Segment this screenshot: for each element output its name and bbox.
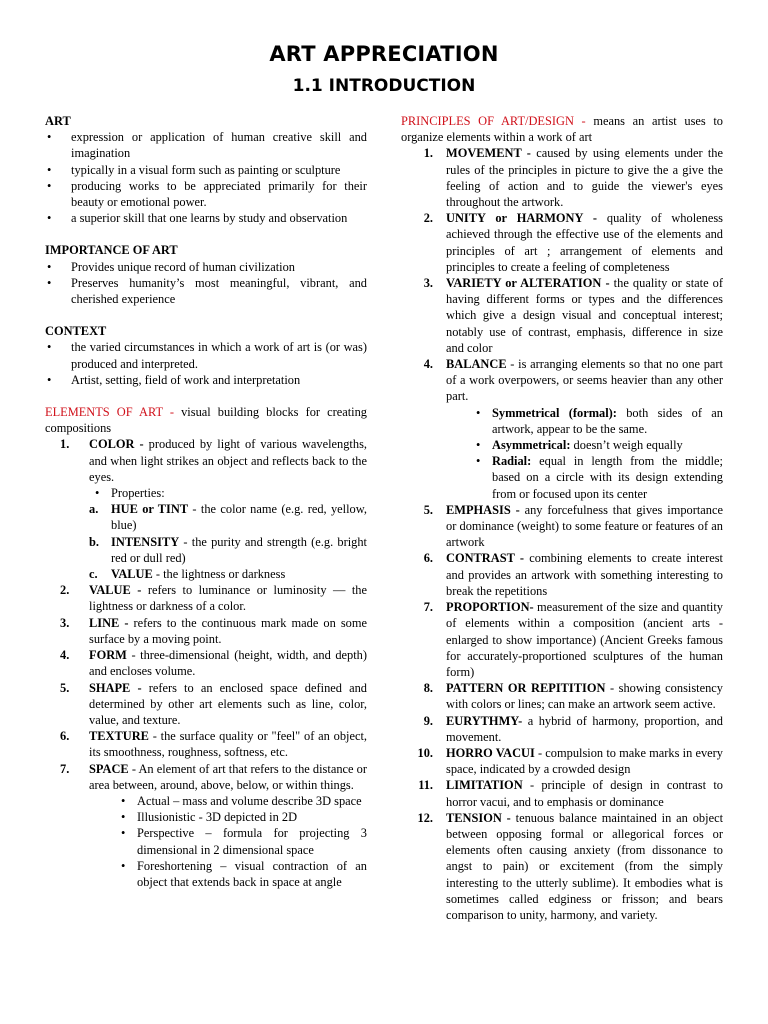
- item-text: - the purity and strength (e.g. bright red or dull red): [111, 534, 367, 565]
- left-column: [45, 113, 367, 890]
- item-term: HUE or TINT: [111, 502, 189, 517]
- item-term: TENSION -: [446, 810, 511, 825]
- item-term: EURYTHMY-: [446, 713, 523, 728]
- item-term: CONTRAST -: [446, 551, 525, 566]
- item-text: - compulsion to make marks in every space, indicated by a crowded design: [446, 745, 723, 777]
- element-item: [45, 615, 367, 647]
- item-term: BALANCE: [446, 357, 507, 372]
- importance-item: • Preserves humanity’s most meaningful, vibrant, and cherished experience: [45, 275, 367, 307]
- principle-item: [401, 502, 723, 551]
- item-term: SHAPE -: [89, 680, 142, 695]
- item-text: tenuous balance maintained in an object between opposing formal or allegorical forces or elements often causing anxiety (from dissonance to angst to pain) or excitement (from the simply interesting to the utterly sublime). It embodies what is sometimes called edginess or frisson; and bears comparison to unity, harmony, and variety.: [446, 810, 724, 922]
- principles-intro: [401, 113, 723, 145]
- item-text: - principle of design in contrast to horror vacui, and to emphasis or dominance: [446, 778, 723, 809]
- item-number: 1.: [423, 146, 433, 161]
- context-heading: CONTEXT: [45, 324, 107, 339]
- art-item: • producing works to be appreciated primarily for their beauty or emotional power.: [45, 178, 367, 210]
- item-text: - three-dimensional (height, width, and depth) and encloses volume.: [89, 648, 367, 679]
- principle-item: [401, 777, 723, 809]
- item-term: PROPORTION-: [446, 600, 534, 615]
- item-number: 2.: [60, 583, 70, 598]
- item-term: Symmetrical (formal):: [492, 405, 617, 420]
- space-type: • Foreshortening – visual contraction of an object that extends back in space at angle: [115, 858, 367, 890]
- item-text: a hybrid of harmony, proportion, and movement.: [446, 713, 723, 744]
- item-text: any forcefulness that gives importance or dominance (weight) to some feature or features of an artwork: [446, 502, 723, 550]
- principle-balance: [401, 356, 723, 502]
- item-text: measurement of the size and quantity of elements within a composition (ancient arts - enlarged to show importance) (Ancient Greeks famous for accurately-proportioned sculptures of the human form): [446, 600, 723, 679]
- principle-item: [401, 275, 723, 356]
- item-term: Radial:: [492, 454, 532, 469]
- item-term: EMPHASIS -: [446, 502, 520, 517]
- principle-item: [401, 713, 723, 745]
- item-term: COLOR -: [89, 437, 144, 452]
- space-type: • Actual – mass and volume describe 3D space: [115, 793, 367, 809]
- art-item: • typically in a visual form such as painting or sculpture: [45, 162, 367, 178]
- space-type: • Illusionistic - 3D depicted in 2D: [115, 809, 367, 825]
- item-term: SPACE: [89, 761, 129, 776]
- right-column: [401, 113, 723, 923]
- balance-type: [470, 405, 723, 437]
- item-term: LIMITATION: [446, 778, 523, 793]
- item-number: 5.: [423, 502, 433, 517]
- item-number: 2.: [423, 211, 433, 226]
- item-text: refers to an enclosed space defined and determined by other art elements such as line, color, value, and texture.: [89, 680, 367, 727]
- context-item: • Artist, setting, field of work and interpretation: [45, 372, 367, 388]
- element-item: [45, 728, 367, 760]
- item-text: equal in length from the middle; based on a circle with its design extending from or focused upon its center: [492, 454, 723, 501]
- item-term: VALUE -: [89, 583, 142, 598]
- importance-item: • Provides unique record of human civilization: [45, 259, 367, 275]
- importance-heading: IMPORTANCE OF ART: [45, 243, 178, 258]
- item-number: 12.: [417, 810, 433, 825]
- importance-section: [45, 242, 367, 307]
- item-letter: b.: [89, 534, 99, 549]
- item-term: MOVEMENT -: [446, 146, 531, 161]
- item-text: refers to luminance or luminosity — the lightness or darkness of a color.: [89, 583, 367, 614]
- item-text: caused by using elements under the rules of the principles in picture to give the a give the feeling of action and to guide the viewer's eyes throughout the artwork.: [446, 146, 723, 210]
- item-number: 11.: [418, 778, 433, 793]
- item-term: TEXTURE: [89, 729, 149, 744]
- context-item: • the varied circumstances in which a work of art is (or was) produced and interpreted.: [45, 339, 367, 371]
- principles-intro-text: means an artist uses to organize elements within a work of art: [401, 114, 723, 145]
- item-number: 7.: [60, 761, 70, 776]
- item-text: both sides of an artwork, appear to be the same.: [492, 405, 724, 436]
- item-text: the quality or state of having different forms or types and the differences which give a design visual and conceptual interest; notably use of contrast, emphasis, difference in size and color: [446, 276, 724, 355]
- element-item: [45, 647, 367, 679]
- item-number: 3.: [423, 276, 433, 291]
- element-item: [45, 582, 367, 614]
- item-term: VARIETY or ALTERATION -: [446, 276, 610, 291]
- elements-intro: [45, 404, 367, 436]
- property-item: [89, 566, 367, 582]
- art-item: • a superior skill that one learns by study and observation: [45, 210, 367, 226]
- item-text: - the surface quality or "feel" of an object, its smoothness, roughness, softness, etc.: [89, 729, 367, 760]
- item-letter: c.: [89, 567, 98, 582]
- item-text: refers to the continuous mark made on some surface by a moving point.: [89, 615, 367, 646]
- principle-item: [401, 745, 723, 777]
- item-letter: a.: [89, 502, 99, 517]
- property-item: [89, 534, 367, 566]
- balance-type: [470, 453, 723, 502]
- elements-heading: ELEMENTS OF ART -: [45, 405, 175, 420]
- space-type: • Perspective – formula for projecting 3 dimensional in 2 dimensional space: [115, 825, 367, 857]
- art-heading: ART: [45, 114, 71, 128]
- item-number: 3.: [60, 615, 70, 630]
- item-text: - the lightness or darkness: [152, 567, 286, 582]
- principle-item: [401, 599, 723, 680]
- item-term: Asymmetrical:: [492, 438, 571, 453]
- principle-item: [401, 550, 723, 599]
- item-text: quality of wholeness achieved through the effective use of the elements and principles of art ; arrangement of elements and principles to create a feeling of completeness: [446, 211, 723, 274]
- item-term: LINE -: [89, 615, 129, 630]
- item-number: 10.: [417, 745, 433, 760]
- elements-intro-text: visual building blocks for creating compositions: [45, 405, 368, 436]
- item-number: 4.: [60, 648, 70, 663]
- art-section: [45, 113, 367, 226]
- element-space: [45, 761, 367, 891]
- item-number: 9.: [423, 713, 433, 728]
- item-number: 1.: [60, 437, 70, 452]
- item-text: - showing consistency with colors or lines; can make an artwork seem active.: [446, 681, 723, 712]
- document-title: ART APPRECIATION: [269, 42, 499, 66]
- balance-type: [470, 437, 723, 453]
- properties-label: • Properties:: [89, 485, 367, 501]
- elements-section: [45, 404, 367, 890]
- item-number: 6.: [60, 729, 70, 744]
- item-text: - An element of art that refers to the distance or area between, around, above, below, or within things.: [89, 761, 367, 792]
- art-item: • expression or application of human creative skill and imagination: [45, 129, 367, 161]
- property-item: [89, 501, 367, 533]
- item-term: FORM: [89, 648, 127, 663]
- item-number: 5.: [60, 680, 70, 695]
- item-text: - is arranging elements so that no one part of a work overpowers, or seems heavier than any other part.: [446, 357, 723, 404]
- item-number: 6.: [423, 551, 433, 566]
- item-number: 8.: [423, 681, 433, 696]
- item-text: doesn’t weigh equally: [570, 438, 683, 453]
- item-term: VALUE: [111, 567, 153, 582]
- item-number: 7.: [423, 600, 433, 615]
- element-color: [45, 436, 367, 582]
- item-term: UNITY or HARMONY -: [446, 211, 597, 226]
- item-term: HORRO VACUI: [446, 745, 535, 760]
- document-subtitle: 1.1 INTRODUCTION: [292, 76, 476, 96]
- item-text: combining elements to create interest and provides an artwork with something interesting to break the repetitions: [446, 551, 723, 598]
- principle-item: [401, 810, 723, 923]
- principle-item: [401, 680, 723, 712]
- item-term: PATTERN OR REPITITION: [446, 681, 606, 696]
- principles-heading: PRINCIPLES OF ART/DESIGN -: [401, 114, 586, 128]
- item-term: INTENSITY: [111, 534, 180, 549]
- principle-item: [401, 210, 723, 275]
- item-text: - the color name (e.g. red, yellow, blue): [111, 502, 367, 533]
- item-number: 4.: [423, 357, 433, 372]
- principle-item: [401, 145, 723, 210]
- context-section: [45, 323, 367, 388]
- item-text: produced by light of various wavelengths, and when light strikes an object and reflects back to the eyes.: [89, 437, 367, 484]
- element-item: [45, 680, 367, 729]
